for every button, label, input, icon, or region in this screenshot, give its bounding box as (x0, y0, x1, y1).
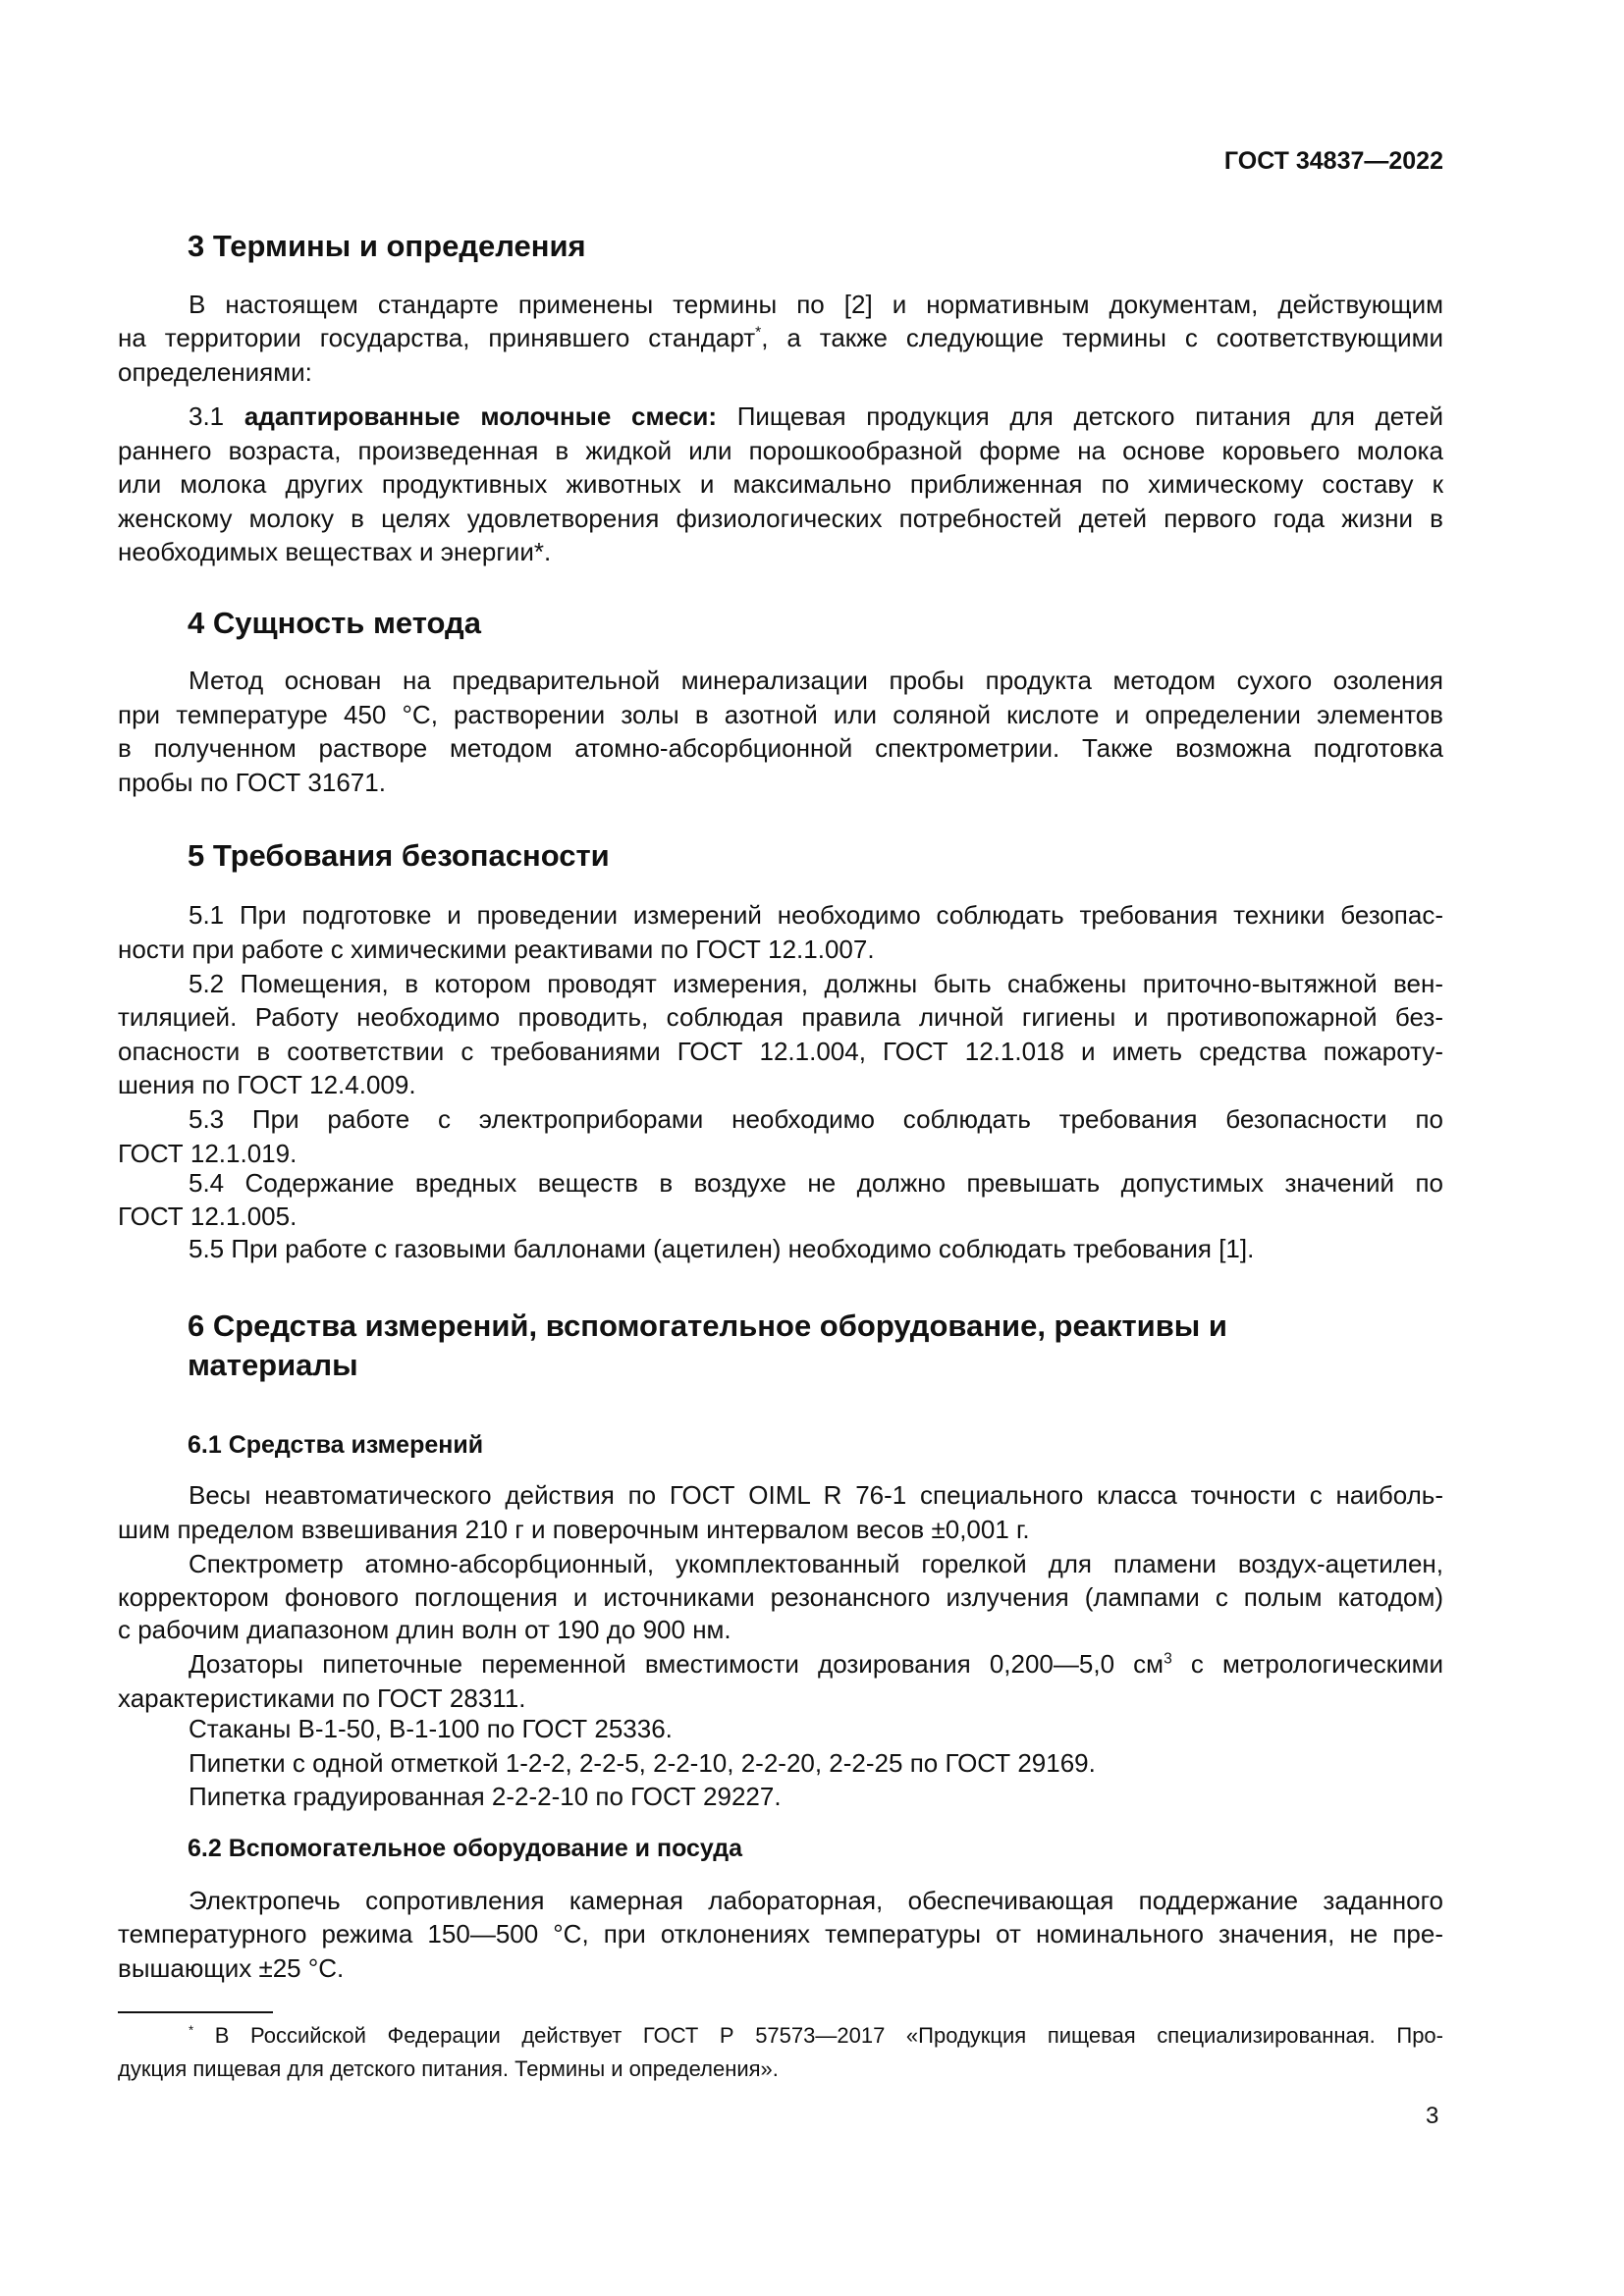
paragraph-line: определениями: (118, 357, 312, 387)
document-code-header: ГОСТ 34837—2022 (1223, 147, 1443, 175)
footnote-line (189, 2020, 1443, 2052)
paragraph-line: Спектрометр атомно-абсорбционный, укомплектованный горелкой для пламени воздух-ацетилен, (189, 1549, 1443, 1578)
paragraph-line: корректором фонового поглощения и источниками резонансного излучения (лампами с полым катодом) (118, 1582, 1443, 1612)
paragraph-line: ГОСТ 12.1.005. (118, 1201, 298, 1231)
paragraph-line: шим пределом взвешивания 210 г и поверочным интервалом весов ±0,001 г. (118, 1515, 1030, 1544)
text-segment: Пищевая продукция для детского питания для детей (716, 401, 1443, 431)
paragraph-line (118, 320, 1443, 355)
paragraph-line: 5.1 При подготовке и проведении измерений необходимо соблюдать требования техники безопас- (189, 900, 1443, 930)
text-segment: 3.1 (189, 401, 244, 431)
paragraph-line: шения по ГОСТ 12.4.009. (118, 1070, 416, 1099)
paragraph-line: Весы неавтоматического действия по ГОСТ OIML R 76-1 специального класса точности с наиболь- (189, 1480, 1443, 1510)
paragraph-line: женскому молоку в целях удовлетворения физиологических потребностей детей первого года жизни в (118, 504, 1443, 533)
paragraph-line: вышающих ±25 °С. (118, 1953, 345, 1983)
paragraph-line: Электропечь сопротивления камерная лабораторная, обеспечивающая поддержание заданного (189, 1886, 1443, 1915)
paragraph-line: Пипетка градуированная 2-2-2-10 по ГОСТ 29227. (189, 1782, 782, 1811)
paragraph-line: при температуре 450 °С, растворении золы в азотной или соляной кислоте и определении элементов (118, 700, 1443, 729)
section-heading: 6 Средства измерений, вспомогательное оборудование, реактивы и (188, 1308, 1227, 1343)
defined-term: адаптированные молочные смеси: (244, 401, 717, 431)
section-heading: 5 Требования безопасности (188, 838, 610, 873)
paragraph-line: Пипетки с одной отметкой 1-2-2, 2-2-5, 2-2-10, 2-2-20, 2-2-25 по ГОСТ 29169. (189, 1748, 1096, 1778)
superscript: * (189, 2022, 194, 2038)
paragraph-line: 5.2 Помещения, в котором проводят измерения, должны быть снабжены приточно-вытяжной вен- (189, 969, 1443, 998)
text-segment: с метрологическими (1171, 1649, 1443, 1679)
paragraph-line: Метод основан на предварительной минерализации пробы продукта методом сухого озоления (189, 666, 1443, 695)
subsection-heading: 6.2 Вспомогательное оборудование и посуда (188, 1835, 742, 1862)
paragraph-line: В настоящем стандарте применены термины по [2] и нормативным документам, действующим (189, 290, 1443, 319)
paragraph-line: Стаканы В-1-50, В-1-100 по ГОСТ 25336. (189, 1714, 673, 1743)
paragraph-line: раннего возраста, произведенная в жидкой или порошкообразной форме на основе коровьего молока (118, 436, 1443, 465)
paragraph-line: с рабочим диапазоном длин волн от 190 до 900 нм. (118, 1615, 731, 1644)
paragraph-line: ГОСТ 12.1.019. (118, 1139, 298, 1168)
paragraph-line: 5.3 При работе с электроприборами необходимо соблюдать требования безопасности по (189, 1104, 1443, 1134)
text-segment: В Российской Федерации действует ГОСТ Р 57573—2017 «Продукция пищевая специализированная. Про- (193, 2023, 1443, 2048)
text-segment: , а также следующие термины с соответствующими (761, 323, 1443, 352)
text-segment: на территории государства, принявшего стандарт (118, 323, 756, 352)
section-heading: материалы (188, 1348, 358, 1382)
paragraph-line: 5.4 Содержание вредных веществ в воздухе не должно превышать допустимых значений по (189, 1168, 1443, 1198)
paragraph-line: 5.5 При работе с газовыми баллонами (ацетилен) необходимо соблюдать требования [1]. (189, 1234, 1255, 1263)
footnote-divider (118, 2011, 273, 2013)
paragraph-line: в полученном растворе методом атомно-абсорбционной спектрометрии. Также возможна подготовка (118, 733, 1443, 763)
paragraph-line: температурного режима 150—500 °С, при отклонениях температуры от номинального значения, не пре- (118, 1919, 1443, 1949)
superscript: * (755, 324, 762, 342)
footnote-line: дукция пищевая для детского питания. Термины и определения». (118, 2056, 779, 2081)
paragraph-line: опасности в соответствии с требованиями ГОСТ 12.1.004, ГОСТ 12.1.018 и иметь средства пожароту- (118, 1037, 1443, 1066)
section-heading: 4 Сущность метода (188, 606, 481, 640)
paragraph-line: пробы по ГОСТ 31671. (118, 768, 386, 797)
paragraph-line: ности при работе с химическими реактивами по ГОСТ 12.1.007. (118, 934, 875, 964)
text-segment: Дозаторы пипеточные переменной вместимости дозирования 0,200—5,0 см (189, 1649, 1164, 1679)
paragraph-line: или молока других продуктивных животных и максимально приближенная по химическому составу к (118, 469, 1443, 499)
page-number: 3 (1426, 2103, 1439, 2129)
paragraph-line (189, 399, 1443, 434)
subsection-heading: 6.1 Средства измерений (188, 1431, 484, 1459)
section-heading: 3 Термины и определения (188, 229, 586, 263)
paragraph-line: характеристиками по ГОСТ 28311. (118, 1683, 526, 1713)
paragraph-line (189, 1646, 1443, 1682)
paragraph-line: необходимых веществах и энергии*. (118, 537, 552, 566)
paragraph-line: тиляцией. Работу необходимо проводить, соблюдая правила личной гигиены и противопожарной без- (118, 1002, 1443, 1032)
superscript: 3 (1164, 1650, 1172, 1668)
